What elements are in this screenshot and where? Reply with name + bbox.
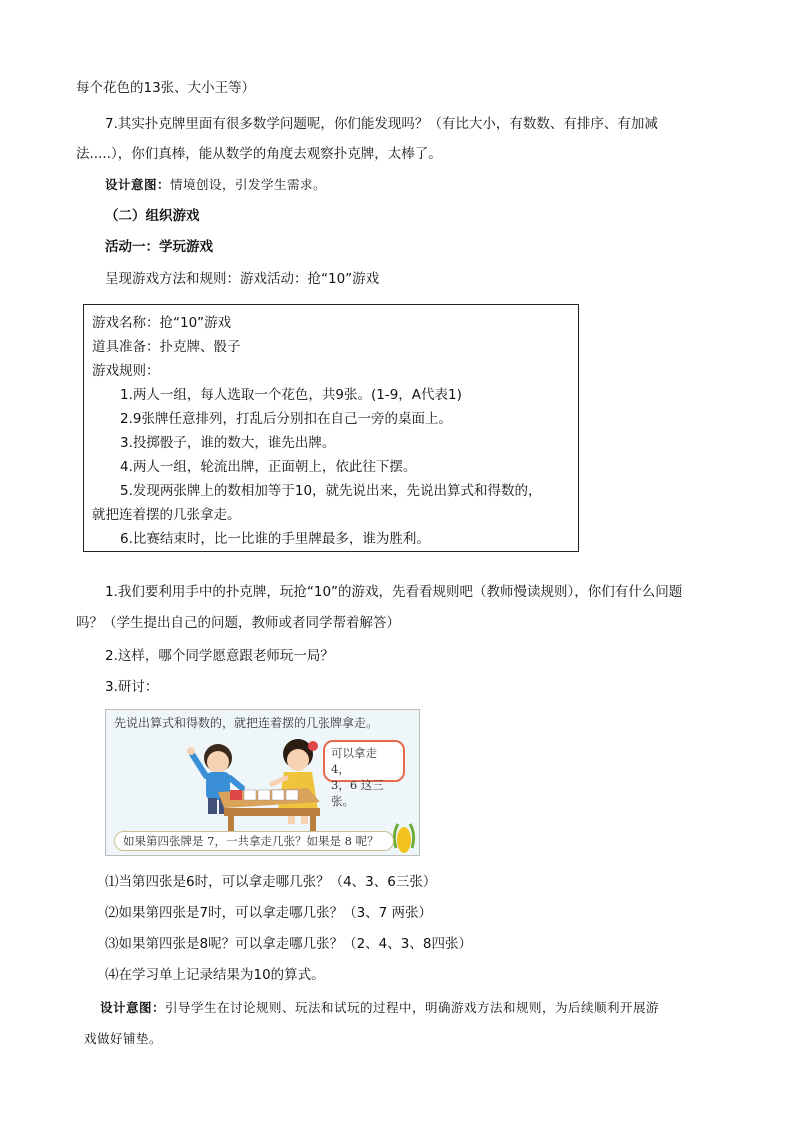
design-intent-2-text-a: 引导学生在讨论规则、玩法和试玩的过程中，明确游戏方法和规则，为后续顺利开展游: [165, 1000, 660, 1015]
intro-line: 每个花色的13张、大小王等）: [76, 80, 256, 96]
rule-3: 3.投掷骰子，谁的数大，谁先出牌。: [120, 435, 336, 451]
rule-5-a: 5.发现两张牌上的数相加等于10，就先说出来，先说出算式和得数的，: [120, 483, 542, 499]
design-intent-2-line-a: [100, 998, 730, 1018]
rule-5-b: 就把连着摆的几张拿走。: [92, 507, 241, 523]
speech-bubble-line-1: 可以拿走 4，: [331, 746, 377, 776]
question-1: ⑴当第四张是6时，可以拿走哪几张？（4、3、6三张）: [105, 874, 437, 890]
rule-4: 4.两人一组，轮流出牌，正面朝上，依此往下摆。: [120, 459, 417, 475]
activity-heading: 活动一：学玩游戏: [105, 239, 213, 255]
design-intent-1: [105, 175, 725, 195]
corn-mascot: [394, 824, 413, 853]
present-rules-line: 呈现游戏方法和规则：游戏活动：抢“10”游戏: [105, 271, 380, 287]
step-1-line-b: 吗？（学生提出自己的问题，教师或者同学帮着解答）: [76, 615, 400, 631]
step-2: 2.这样，哪个同学愿意跟老师玩一局？: [105, 648, 334, 664]
illustration: [105, 709, 420, 856]
step-1-line-a: 1.我们要利用手中的扑克牌，玩抢“10”的游戏，先看看规则吧（教师慢读规则），你们有什么问题: [105, 584, 683, 600]
design-intent-text: 情境创设，引发学生需求。: [170, 177, 327, 192]
section-heading: （二）组织游戏: [105, 208, 200, 224]
game-props: 道具准备：扑克牌、骰子: [92, 339, 241, 355]
speech-bubble-line-2: 3，6 这三张。: [331, 778, 384, 808]
design-intent-label: 设计意图：: [105, 177, 171, 192]
speech-bubble: [323, 740, 405, 808]
game-rules-box: [83, 304, 579, 552]
game-name: 游戏名称：抢“10”游戏: [92, 315, 232, 331]
item-7-line-a: 7.其实扑克牌里面有很多数学问题呢，你们能发现吗？（有比大小，有数数、有排序、有加减: [105, 116, 658, 132]
question-4: ⑷在学习单上记录结果为10的算式。: [105, 967, 325, 983]
rule-1: 1.两人一组，每人选取一个花色，共9张。(1-9，A代表1): [120, 387, 462, 403]
design-intent-2-line-b: 戏做好铺垫。: [84, 1031, 163, 1046]
item-7-line-b: 法.....），你们真棒，能从数学的角度去观察扑克牌，太棒了。: [76, 146, 442, 162]
question-2: ⑵如果第四张是7时，可以拿走哪几张？（3、7 两张）: [105, 905, 433, 921]
step-3: 3.研讨：: [105, 679, 159, 695]
question-3: ⑶如果第四张是8呢？可以拿走哪几张？（2、4、3、8四张）: [105, 936, 472, 952]
game-rules-label: 游戏规则：: [92, 363, 160, 379]
playing-cards: [230, 790, 298, 800]
rule-6: 6.比赛结束时，比一比谁的手里牌最多，谁为胜利。: [120, 531, 430, 547]
design-intent-2-label: 设计意图：: [100, 1000, 166, 1015]
rule-2: 2.9张牌任意排列，打乱后分别扣在自己一旁的桌面上。: [120, 411, 452, 427]
illustration-caption: 先说出算式和得数的，就把连着摆的几张牌拿走。: [114, 716, 379, 730]
illustration-question: 如果第四张牌是 7，一共拿走几张？如果是 8 呢？: [114, 831, 394, 851]
